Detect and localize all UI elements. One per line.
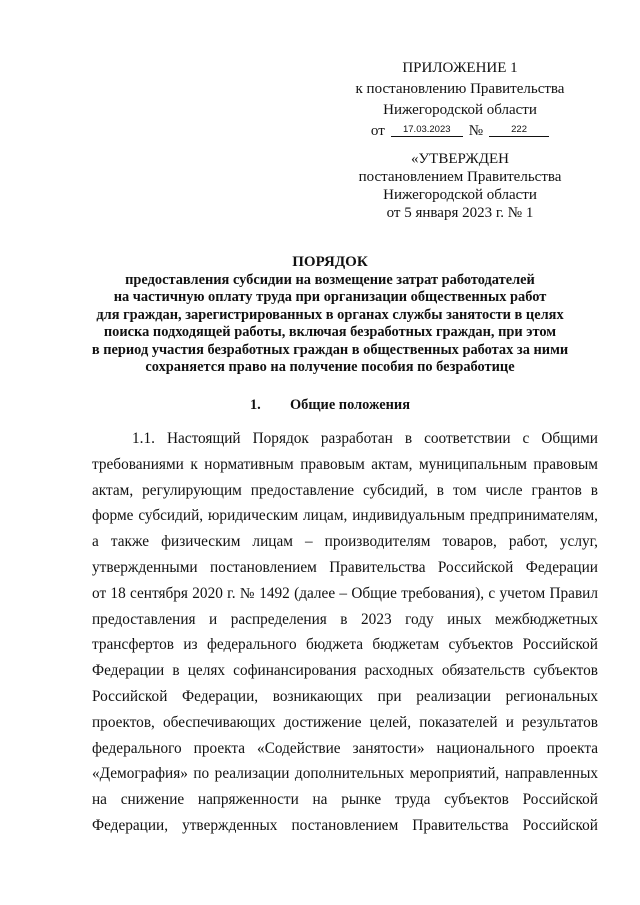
from-label: от bbox=[370, 123, 385, 139]
paragraph-line: от 18 сентября 2020 г. № 1492 (далее – Общие требования), с учетом Правил bbox=[92, 584, 598, 602]
order-title: ПОРЯДОК bbox=[292, 254, 368, 270]
appendix-line-decree: к постановлению Правительства bbox=[355, 81, 565, 97]
paragraph-line: форме субсидий, юридическим лицам, индивидуальным предпринимателям, bbox=[92, 507, 598, 525]
paragraph-line: Федерации в целях софинансирования расходных обязательств субъектов bbox=[92, 662, 598, 680]
order-subtitle-line: сохраняется право на получение пособия по безработице bbox=[145, 359, 515, 375]
paragraph-line: актам, регулирующим предоставление субсидий, в том числе грантов в bbox=[92, 481, 598, 499]
number-label: № bbox=[468, 123, 484, 139]
paragraph-line: утвержденными постановлением Правительства Российской Федерации bbox=[92, 558, 598, 576]
order-subtitle-line: в период участия безработных граждан в общественных работах за ними bbox=[91, 341, 569, 358]
paragraph-line: Российской Федерации, возникающих при реализации региональных bbox=[92, 687, 598, 705]
paragraph-1-1 bbox=[92, 426, 598, 839]
order-heading bbox=[60, 254, 600, 377]
decree-number-field: 222 bbox=[489, 124, 549, 137]
approved-line-3: Нижегородской области bbox=[383, 187, 537, 203]
appendix-date-number-line bbox=[340, 121, 580, 142]
decree-date-field: 17.03.2023 bbox=[391, 124, 463, 137]
paragraph-line: предоставления и распределения в 2023 году иных межбюджетных bbox=[92, 610, 598, 628]
approved-line-4: от 5 января 2023 г. № 1 bbox=[386, 205, 534, 221]
paragraph-line: проектов, обеспечивающих достижение целей, показателей и результатов bbox=[92, 713, 598, 731]
appendix-header bbox=[340, 58, 580, 142]
section-number: 1. bbox=[249, 397, 261, 413]
order-subtitle-line: на частичную оплату труда при организации общественных работ bbox=[113, 289, 547, 305]
approved-block bbox=[340, 150, 580, 222]
paragraph-line: а также физическим лицам – производителям товаров, работ, услуг, bbox=[92, 533, 598, 551]
approved-line-1: «УТВЕРЖДЕН bbox=[411, 151, 509, 167]
approved-line-2: постановлением Правительства bbox=[358, 169, 562, 185]
order-subtitle-line: для граждан, зарегистрированных в органах службы занятости в целях bbox=[96, 306, 564, 323]
paragraph-line: требованиями к нормативным правовым актам, муниципальным правовым bbox=[92, 455, 598, 473]
appendix-title: ПРИЛОЖЕНИЕ 1 bbox=[402, 60, 518, 76]
paragraph-line: федерального проекта «Содействие занятости» национального проекта bbox=[92, 739, 598, 757]
appendix-line-region: Нижегородской области bbox=[383, 102, 537, 118]
paragraph-line: «Демография» по реализации дополнительных мероприятий, направленных bbox=[92, 765, 598, 783]
paragraph-line: на снижение напряженности на рынке труда субъектов Российской bbox=[92, 791, 598, 809]
paragraph-line: трансфертов из федерального бюджета бюджетам субъектов Российской bbox=[92, 636, 598, 654]
order-subtitle-line: предоставления субсидии на возмещение затрат работодателей bbox=[125, 271, 535, 288]
order-subtitle-line: поиска подходящей работы, включая безработных граждан, при этом bbox=[103, 324, 557, 340]
section-heading bbox=[60, 396, 600, 414]
paragraph-line: Федерации, утвержденных постановлением Правительства Российской bbox=[92, 816, 598, 834]
paragraph-line: 1.1. Настоящий Порядок разработан в соответствии с Общими bbox=[132, 430, 598, 447]
section-title: Общие положения bbox=[289, 397, 411, 413]
